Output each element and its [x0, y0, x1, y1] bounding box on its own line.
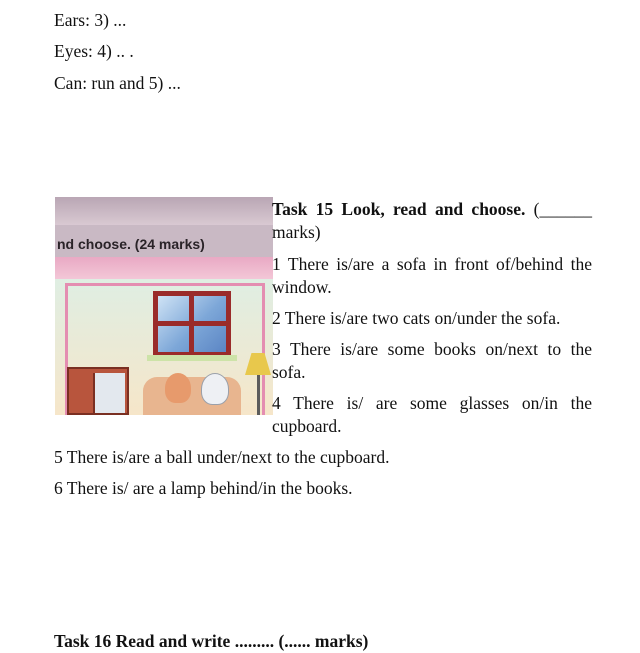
can-line: Can: run and 5) ... [54, 73, 181, 93]
task15-item: 4 There is/ are some glasses on/in the cupboard. [272, 393, 592, 436]
eyes-line: Eyes: 4) .. . [54, 41, 134, 61]
room-illustration [55, 197, 273, 415]
ears-line: Ears: 3) ... [54, 10, 127, 30]
cat-drawing [165, 373, 191, 403]
task15-heading: Task 15 Look, read and choose. [272, 199, 526, 219]
task15-item: 5 There is/are a ball under/next to the cupboard. [54, 447, 390, 467]
task15-item: 1 There is/are a sofa in front of/behind the window. [272, 254, 592, 297]
task15-heading-block [272, 198, 592, 244]
task15-marks: (______ marks) [272, 199, 592, 242]
task15-item: 2 There is/are two cats on/under the sofa. [272, 308, 561, 328]
window-drawing [153, 291, 231, 357]
task16-heading-partial: Task 16 Read and write ......... (...... marks) [54, 631, 369, 651]
illustration-caption: nd choose. (24 marks) [57, 236, 205, 252]
task15-item: 3 There is/are some books on/next to the sofa. [272, 339, 592, 382]
task15-item: 6 There is/ are a lamp behind/in the books. [54, 478, 353, 498]
cat-drawing [201, 373, 229, 405]
cupboard-drawing [67, 367, 129, 415]
